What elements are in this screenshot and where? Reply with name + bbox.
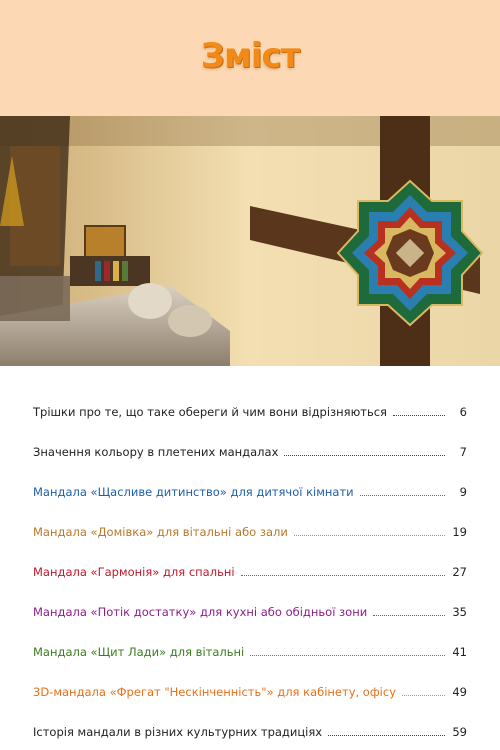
toc-entry-page: 7 xyxy=(459,445,467,459)
toc-entry[interactable] xyxy=(33,592,467,632)
toc-entry-page: 49 xyxy=(452,685,467,699)
toc-entry-title: Мандала «Щасливе дитинство» для дитячої кімнати xyxy=(33,485,354,499)
dot-leader xyxy=(373,592,445,616)
toc-entry[interactable] xyxy=(33,392,467,432)
dot-leader xyxy=(241,552,445,576)
header-band xyxy=(0,0,500,116)
toc-entry-page: 27 xyxy=(452,565,467,579)
toc-entry[interactable] xyxy=(33,672,467,712)
toc-entry-page: 35 xyxy=(452,605,467,619)
room-photo xyxy=(0,116,500,366)
toc-entry-page: 6 xyxy=(459,405,467,419)
toc-entry-title: Мандала «Домівка» для вітальні або зали xyxy=(33,525,288,539)
toc-entry[interactable] xyxy=(33,432,467,472)
toc-entry-page: 9 xyxy=(459,485,467,499)
mandala-wall-image xyxy=(0,116,500,366)
table-of-contents xyxy=(33,392,467,750)
toc-entry[interactable] xyxy=(33,512,467,552)
dot-leader xyxy=(250,632,445,656)
toc-entry-page: 19 xyxy=(452,525,467,539)
page-title: Зміст xyxy=(200,36,300,76)
dot-leader xyxy=(284,432,445,456)
toc-entry-page: 41 xyxy=(452,645,467,659)
dot-leader xyxy=(393,392,445,416)
toc-entry-title: 3D-мандала «Фрегат "Нескінченність"» для кабінету, офісу xyxy=(33,685,397,699)
toc-entry[interactable] xyxy=(33,552,467,592)
toc-entry-title: Мандала «Щит Лади» для вітальні xyxy=(33,645,245,659)
toc-entry-title: Значення кольору в плетених мандалах xyxy=(33,445,279,459)
toc-entry[interactable] xyxy=(33,632,467,672)
toc-entry[interactable] xyxy=(33,712,467,750)
toc-entry-title: Історія мандали в різних культурних традиціях xyxy=(33,725,323,739)
toc-entry-title: Мандала «Гармонія» для спальні xyxy=(33,565,235,579)
toc-entry-page: 59 xyxy=(452,725,467,739)
toc-entry-title: Мандала «Потік достатку» для кухні або обідньої зони xyxy=(33,605,368,619)
dot-leader xyxy=(328,712,445,736)
dot-leader xyxy=(360,472,445,496)
dot-leader xyxy=(402,672,445,696)
toc-entry-title: Трішки про те, що таке обереги й чим вони відрізняються xyxy=(33,405,387,419)
toc-entry[interactable] xyxy=(33,472,467,512)
dot-leader xyxy=(294,512,445,536)
